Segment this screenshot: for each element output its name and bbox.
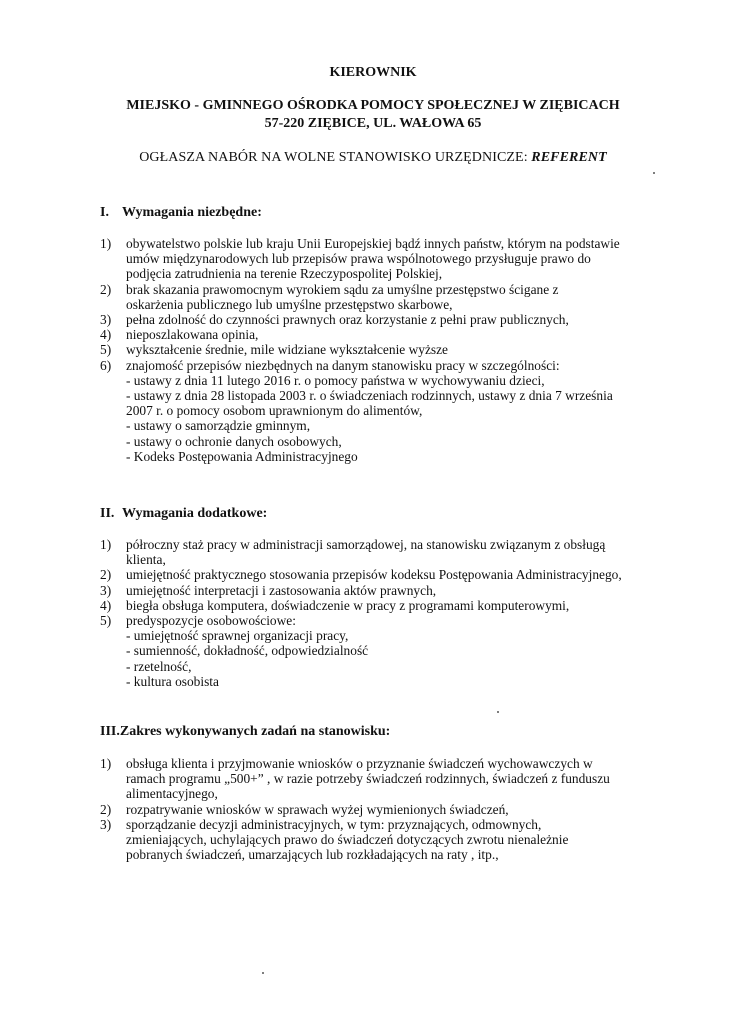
item-number: 2): [100, 281, 112, 297]
item-line: pełna zdolność do czynności prawnych oraz korzystanie z pełni praw publicznych,: [126, 312, 569, 328]
item-number: 3): [100, 816, 112, 832]
section-1-number: I.: [100, 205, 109, 220]
item-line: brak skazania prawomocnym wyrokiem sądu za umyślne przestępstwo ścigane z: [126, 281, 559, 297]
section-1-title: Wymagania niezbędne:: [122, 205, 262, 220]
list-item: [100, 236, 700, 282]
list-item: [100, 756, 700, 802]
list-item: [100, 817, 700, 863]
item-line: obywatelstwo polskie lub kraju Unii Europejskiej bądź innych państw, którym na podstawie: [126, 236, 620, 251]
item-line: - kultura osobista: [126, 673, 219, 689]
list-item: [100, 358, 700, 464]
item-number: 1): [100, 537, 112, 552]
item-line: umiejętność praktycznego stosowania przepisów kodeksu Postępowania Administracyjnego,: [126, 567, 622, 583]
section-2-list: [100, 537, 700, 689]
announcement-line: [0, 150, 746, 165]
item-line: umiejętność interpretacji i zastosowania aktów prawnych,: [126, 582, 437, 598]
section-2-number: II.: [100, 506, 115, 521]
item-number: 3): [100, 312, 112, 328]
item-number: 1): [100, 756, 112, 771]
list-item: [100, 282, 700, 312]
item-line: wykształcenie średnie, mile widziane wykształcenie wyższe: [126, 342, 448, 358]
item-line: obsługa klienta i przyjmowanie wniosków o przyznanie świadczeń wychowawczych w: [126, 756, 593, 771]
scan-speck: [653, 172, 655, 174]
item-line: ramach programu „500+” , w razie potrzeby świadczeń rodzinnych, świadczeń z funduszu: [126, 771, 610, 787]
section-2-heading: [100, 506, 267, 521]
item-line: - ustawy o ochronie danych osobowych,: [126, 433, 342, 449]
list-item: [100, 327, 700, 342]
section-1-list: [100, 236, 700, 464]
list-item: [100, 802, 700, 817]
item-line: - ustawy z dnia 11 lutego 2016 r. o pomocy państwa w wychowywaniu dzieci,: [126, 372, 545, 388]
list-item: [100, 598, 700, 613]
section-3-title: Zakres wykonywanych zadań na stanowisku:: [119, 724, 391, 739]
institution-address: 57-220 ZIĘBICE, UL. WAŁOWA 65: [264, 116, 482, 131]
item-line: nieposzlakowana opinia,: [126, 327, 259, 343]
scan-speck: [262, 972, 264, 974]
item-line: półroczny staż pracy w administracji samorządowej, na stanowisku związanym z obsługą: [126, 537, 606, 552]
section-3-heading: [100, 724, 390, 739]
item-line: umów międzynarodowych lub przepisów prawa wspólnotowego przysługuje prawo do: [126, 251, 591, 267]
item-line: oskarżenia publicznego lub umyślne przestępstwo skarbowe,: [126, 296, 453, 312]
item-line: rozpatrywanie wniosków w sprawach wyżej wymienionych świadczeń,: [126, 801, 509, 817]
item-line: biegła obsługa komputera, doświadczenie w pracy z programami komputerowymi,: [126, 597, 570, 613]
item-line: sporządzanie decyzji administracyjnych, w tym: przyznających, odmownych,: [126, 816, 542, 832]
section-3-number: III.: [100, 724, 120, 739]
item-number: 2): [100, 801, 112, 817]
list-item: [100, 342, 700, 357]
item-line: znajomość przepisów niezbędnych na danym stanowisku pracy w szczególności:: [126, 357, 560, 373]
institution-name: MIEJSKO - GMINNEGO OŚRODKA POMOCY SPOŁECZNEJ W ZIĘBICACH: [126, 98, 620, 113]
item-line: - ustawy o samorządzie gminnym,: [126, 418, 311, 434]
item-number: 2): [100, 567, 112, 583]
item-number: 6): [100, 357, 112, 373]
item-line: klienta,: [126, 552, 166, 568]
announcement-text: OGŁASZA NABÓR NA WOLNE STANOWISKO URZĘDNICZE:: [139, 150, 532, 165]
item-line: predyspozycje osobowościowe:: [126, 613, 296, 629]
item-line: - Kodeks Postępowania Administracyjnego: [126, 448, 358, 464]
item-line: alimentacyjnego,: [126, 786, 218, 802]
list-item: [100, 567, 700, 582]
item-line: podjęcia zatrudnienia na terenie Rzeczypospolitej Polskiej,: [126, 266, 443, 282]
item-line: - rzetelność,: [126, 658, 192, 674]
scan-speck: [497, 711, 499, 713]
list-item: [100, 312, 700, 327]
list-item: [100, 583, 700, 598]
item-number: 5): [100, 342, 112, 358]
item-number: 1): [100, 236, 112, 251]
item-line: - ustawy z dnia 28 listopada 2003 r. o świadczeniach rodzinnych, ustawy z dnia 7 września: [126, 388, 613, 404]
document-title: KIEROWNIK: [329, 65, 417, 80]
item-line: - sumienność, dokładność, odpowiedzialność: [126, 643, 369, 659]
list-item: [100, 537, 700, 567]
item-number: 3): [100, 582, 112, 598]
list-item: [100, 613, 700, 689]
item-number: 4): [100, 597, 112, 613]
section-3-list: [100, 756, 700, 862]
item-line: - umiejętność sprawnej organizacji pracy,: [126, 628, 349, 644]
item-number: 5): [100, 613, 112, 629]
section-1-heading: [100, 205, 262, 220]
position-name: REFERENT: [531, 150, 607, 165]
item-line: pobranych świadczeń, umarzających lub rozkładających na raty , itp.,: [126, 847, 499, 863]
item-line: zmieniających, uchylających prawo do świadczeń dotyczących zwrotu nienależnie: [126, 832, 569, 848]
item-line: 2007 r. o pomocy osobom uprawnionym do alimentów,: [126, 403, 423, 419]
item-number: 4): [100, 327, 112, 343]
section-2-title: Wymagania dodatkowe:: [122, 506, 268, 521]
